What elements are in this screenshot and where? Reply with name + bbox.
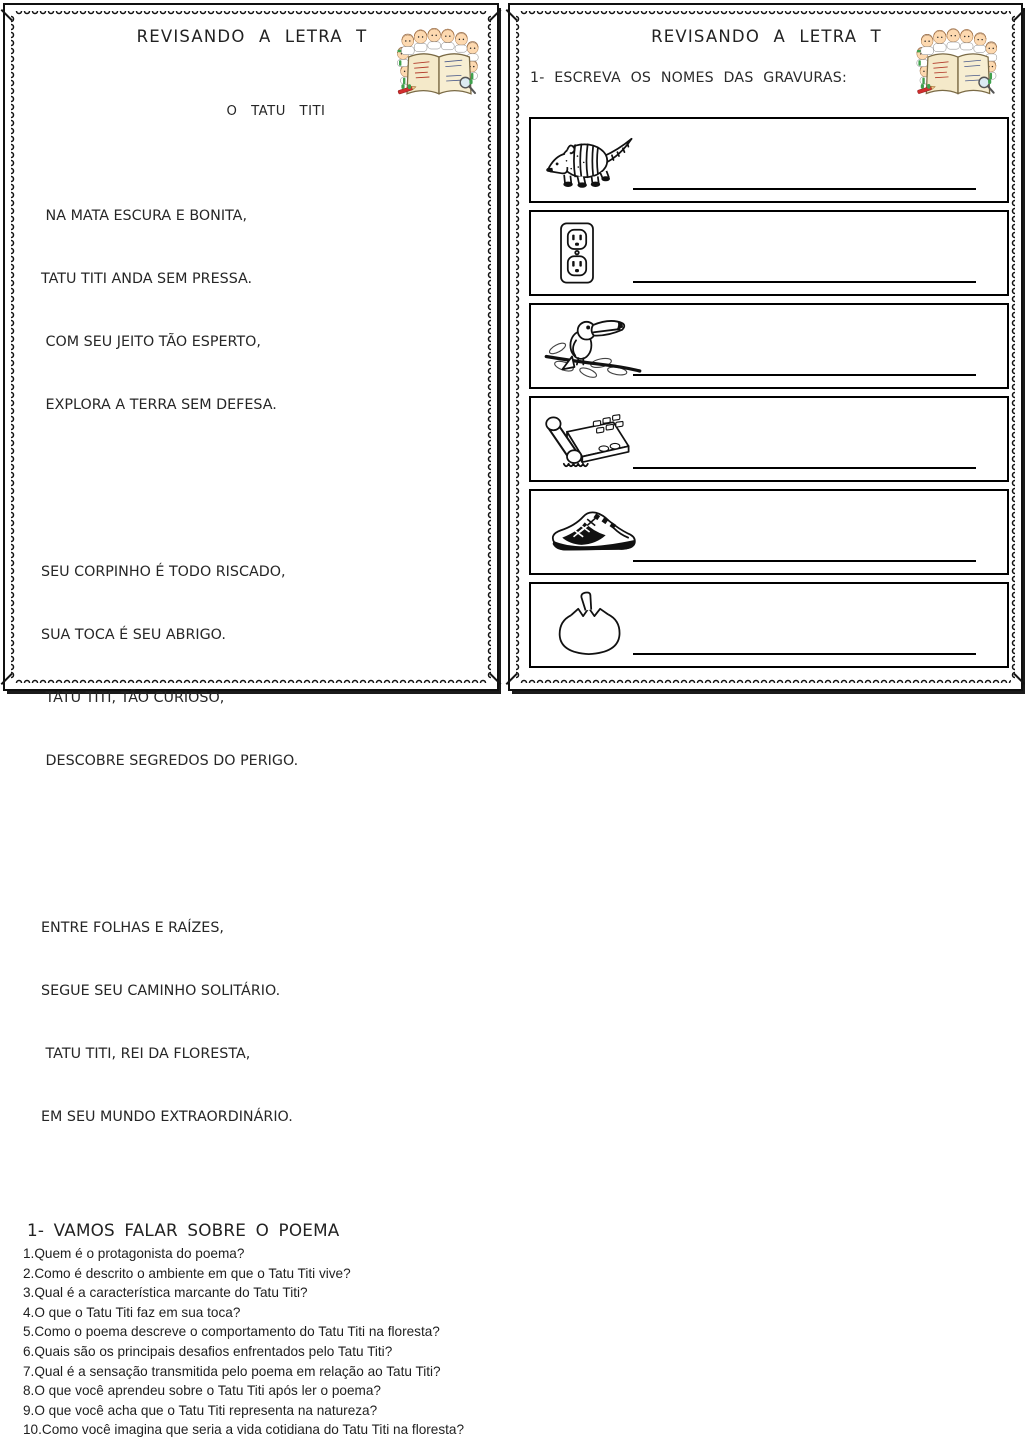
tomato-image	[551, 591, 629, 659]
questions-heading: 1- VAMOS FALAR SOBRE O POEMA	[27, 1220, 340, 1240]
poem-line: TATU TITI ANDA SEM PRESSA.	[41, 271, 253, 287]
question-item: 9.O que você acha que o Tatu Titi representa na natureza?	[23, 1402, 378, 1418]
poem-line: TATU TITI, TÃO CURIOSO,	[41, 690, 225, 706]
question-item: 1.Quem é o protagonista do poema?	[23, 1246, 245, 1261]
corner-mark	[1, 673, 13, 685]
poem-line: NA MATA ESCURA E BONITA,	[41, 208, 248, 224]
answer-line[interactable]	[633, 467, 976, 469]
right-page	[508, 3, 1023, 691]
picture-box-telefone	[529, 396, 1009, 482]
poem-stanza	[41, 164, 481, 458]
poem-line: ENTRE FOLHAS E RAÍZES,	[41, 920, 224, 936]
corner-mark	[1013, 9, 1025, 21]
corner-mark	[1013, 673, 1025, 685]
page-title: REVISANDO A LETRA T	[136, 27, 368, 46]
poem-line: COM SEU JEITO TÃO ESPERTO,	[41, 334, 261, 350]
wavy-border-bottom	[520, 677, 1011, 683]
picture-box-tenis	[529, 489, 1009, 575]
poem-line: TATU TITI, REI DA FLORESTA,	[41, 1046, 251, 1062]
question-item: 3.Qual é a característica marcante do Tatu Titi?	[23, 1285, 308, 1301]
poem-line: SEU CORPINHO É TODO RISCADO,	[41, 564, 286, 580]
poem-line: EM SEU MUNDO EXTRAORDINÁRIO.	[41, 1109, 293, 1125]
power-outlet-image	[553, 218, 601, 288]
corner-mark	[506, 673, 518, 685]
question-item: 4.O que o Tatu Titi faz em sua toca?	[23, 1304, 241, 1320]
poem-stanza	[41, 520, 481, 814]
answer-line[interactable]	[633, 374, 976, 376]
picture-box-tucano	[529, 303, 1009, 389]
question-item: 6.Quais são os principais desafios enfrentados pelo Tatu Titi?	[23, 1343, 393, 1359]
kids-reading-book-clipart	[395, 23, 483, 107]
wavy-border-right	[1009, 15, 1015, 679]
picture-box-tomate	[529, 582, 1009, 668]
poem-line: DESCOBRE SEGREDOS DO PERIGO.	[41, 753, 299, 769]
kids-reading-book-clipart	[913, 27, 1003, 103]
question-item: 2.Como é descrito o ambiente em que o Tatu Titi vive?	[23, 1265, 351, 1281]
corner-mark	[1, 9, 13, 21]
answer-line[interactable]	[633, 188, 976, 190]
armadillo-image	[543, 127, 637, 193]
corner-mark	[506, 9, 518, 21]
answer-line[interactable]	[633, 281, 976, 283]
instruction-text: 1- ESCREVA OS NOMES DAS GRAVURAS:	[530, 70, 847, 86]
questions-list	[23, 1244, 481, 1440]
question-item: 10.Como você imagina que seria a vida cotidiana do Tatu Titi na floresta?	[23, 1422, 465, 1438]
poem-title: O TATU TITI	[226, 104, 326, 119]
sneaker-image	[543, 500, 641, 564]
answer-line[interactable]	[633, 653, 976, 655]
page-title: REVISANDO A LETRA T	[651, 27, 882, 46]
poem	[23, 59, 481, 1220]
toucan-image	[543, 311, 643, 381]
telephone-image	[543, 406, 639, 472]
question-item: 7.Qual é a sensação transmitida pelo poema em relação ao Tatu Titi?	[23, 1363, 441, 1379]
wavy-border-right	[485, 15, 491, 679]
corner-mark	[489, 673, 501, 685]
question-item: 8.O que você aprendeu sobre o Tatu Titi após ler o poema?	[23, 1383, 381, 1399]
poem-line: EXPLORA A TERRA SEM DEFESA.	[41, 397, 277, 413]
picture-boxes	[529, 117, 1009, 668]
left-page	[3, 3, 499, 1438]
wavy-border-left	[516, 15, 522, 679]
picture-box-tomada	[529, 210, 1009, 296]
poem-line: SEGUE SEU CAMINHO SOLITÁRIO.	[41, 983, 281, 999]
question-item: 5.Como o poema descreve o comportamento do Tatu Titi na floresta?	[23, 1324, 440, 1340]
poem-line: SUA TOCA É SEU ABRIGO.	[41, 627, 226, 643]
corner-mark	[489, 9, 501, 21]
picture-box-tatu	[529, 117, 1009, 203]
poem-stanza	[41, 876, 481, 1170]
answer-line[interactable]	[633, 560, 976, 562]
wavy-border-left	[11, 15, 17, 679]
